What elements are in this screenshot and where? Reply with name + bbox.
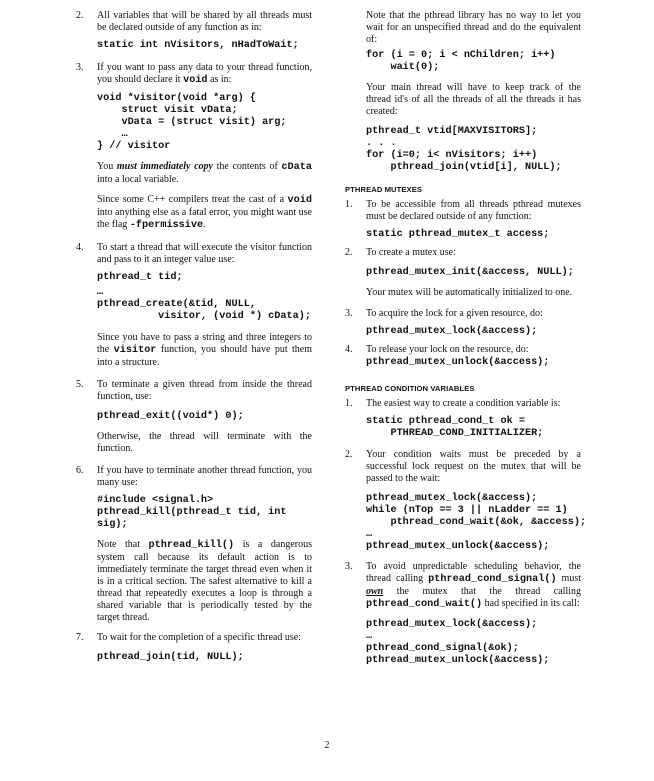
right-column [345, 10, 587, 667]
item-number: 3. [345, 308, 353, 319]
list-item-5 [76, 379, 312, 455]
code-cond-decl: static pthread_cond_t ok = PTHREAD_COND_INITIALIZER; [366, 416, 544, 439]
item-text: Your condition waits must be preceded by a successful lock request on the mutex that will be passed to the wait: [366, 449, 581, 484]
item-number: 7. [76, 632, 84, 643]
code-mutex-init: pthread_mutex_init(&access, NULL); [366, 267, 574, 278]
inline-code: pthread_cond_wait() [366, 599, 483, 610]
item-text: To acquire the lock for a given resource, do: [366, 308, 543, 319]
item-number: 1. [345, 398, 353, 409]
item-number: 2. [345, 247, 353, 258]
item-number: 6. [76, 465, 84, 476]
item-text: To create a mutex use: [366, 247, 456, 258]
item-number: 5. [76, 379, 84, 390]
list-item-4 [76, 242, 312, 369]
pthread-join-intro [345, 10, 581, 174]
code-cond-signal: pthread_mutex_lock(&access); … pthread_cond_signal(&ok); pthread_mutex_unlock(&access); [366, 619, 550, 666]
item-text: To terminate a given thread from inside the thread function, use: [97, 379, 312, 402]
copy-note: You must immediately copy the contents of cData into a local variable. [97, 161, 312, 185]
item-text: All variables that will be shared by all threads must be declared outside of any function as in: [97, 10, 312, 33]
inline-code: pthread_cond_signal() [428, 574, 557, 585]
mutex-item-3 [345, 308, 581, 338]
emphasis: must immediately copy [116, 161, 213, 172]
cast-note: Since some C++ compilers treat the cast of a void into anything else as a fatal error, you might want use the flag -fpermissive. [97, 194, 312, 231]
item-number: 3. [345, 561, 353, 572]
section-heading-mutexes: PTHREAD MUTEXES [345, 185, 423, 194]
item-after-text: Otherwise, the thread will terminate with the function. [97, 431, 312, 454]
code-vtid: pthread_t vtid[MAXVISITORS]; . . . for (i=0; i< nVisitors; i++) pthread_join(vtid[i], NULL); [366, 126, 562, 173]
code-static-vars: static int nVisitors, nHadToWait; [97, 40, 299, 51]
mutex-item-1 [345, 199, 581, 241]
item-number: 2. [345, 449, 353, 460]
cond-item-1 [345, 398, 581, 440]
inline-code: cData [281, 162, 312, 173]
item-text: If you want to pass any data to your thread function, you should declare it void as in: [97, 62, 312, 86]
inline-code: void [183, 75, 208, 86]
code-mutex-lock: pthread_mutex_lock(&access); [366, 326, 538, 337]
cond-item-2 [345, 449, 587, 553]
emphasis: own [366, 586, 384, 597]
structure-note: Since you have to pass a string and three integers to the visitor function, you should have put them into a structure. [97, 332, 312, 368]
code-visitor-function: void *visitor(void *arg) { struct visit vData; vData = (struct visit) arg; … } // visitor [97, 93, 287, 152]
item-after-text: Your mutex will be automatically initialized to one. [366, 287, 573, 298]
code-wait-loop: for (i = 0; i < nChildren; i++) wait(0); [366, 50, 556, 73]
list-item-7 [76, 632, 312, 664]
inline-code: -fpermissive [129, 220, 204, 231]
item-number: 3. [76, 62, 84, 73]
page-number: 2 [324, 740, 330, 751]
mutex-item-2 [345, 247, 581, 299]
item-text: To avoid unpredictable scheduling behavior, the thread calling pthread_cond_signal() must own the mutex that the thread calling pthread_cond_wait() had specified in its call: [366, 561, 581, 610]
code-pthread-t: pthread_t tid; [97, 272, 183, 283]
item-text: To be accessible from all threads pthread mutexes must be declared outside of any function: [366, 199, 581, 222]
code-mutex-decl: static pthread_mutex_t access; [366, 229, 550, 240]
code-mutex-unlock: pthread_mutex_unlock(&access); [366, 357, 550, 368]
mutex-item-4 [345, 344, 581, 369]
list-item-2 [76, 10, 312, 52]
inline-code: void [287, 195, 312, 206]
code-pthread-exit: pthread_exit((void*) 0); [97, 411, 244, 422]
item-number: 2. [76, 10, 84, 21]
item-text: To release your lock on the resource, do: [366, 344, 529, 355]
main-thread-text: Your main thread will have to keep track of the thread id's of all the threads of all the threads it has created: [366, 82, 581, 117]
item-number: 1. [345, 199, 353, 210]
item-number: 4. [345, 344, 353, 355]
item-text: If you have to terminate another thread function, you many use: [97, 465, 312, 488]
code-cond-wait: pthread_mutex_lock(&access); while (nTop == 3 || nLadder == 1) pthread_cond_wait(&ok, &access); … pthread_mutex_unlock(&access); [366, 493, 587, 552]
kill-note: Note that pthread_kill() is a dangerous system call because its default action is to immediately terminate the target thread even when it is in a critical section. The safest alternative to kill a thread that repeatedly executes a loop is through a shared variable that is periodically tested by the target thread. [97, 539, 312, 623]
inline-code: visitor [113, 345, 157, 356]
item-number: 4. [76, 242, 84, 253]
section-heading-condition-variables: PTHREAD CONDITION VARIABLES [345, 384, 475, 393]
code-pthread-join: pthread_join(tid, NULL); [97, 652, 244, 663]
item-text: The easiest way to create a condition variable is: [366, 398, 561, 409]
left-column [76, 10, 312, 664]
list-item-3 [76, 62, 312, 232]
code-pthread-kill: #include <signal.h> pthread_kill(pthread_t tid, int sig); [97, 495, 287, 530]
item-text: To start a thread that will execute the visitor function and pass to it an integer value use: [97, 242, 312, 265]
inline-code: pthread_kill() [148, 540, 235, 551]
list-item-6 [76, 465, 312, 624]
item-text: To wait for the completion of a specific thread use: [97, 632, 301, 643]
cond-item-3 [345, 561, 581, 667]
intro-text: Note that the pthread library has no way to let you wait for an unspecified thread and do the equivalent of: [366, 10, 581, 45]
code-pthread-create: … pthread_create(&tid, NULL, visitor, (void *) cData); [97, 287, 311, 322]
